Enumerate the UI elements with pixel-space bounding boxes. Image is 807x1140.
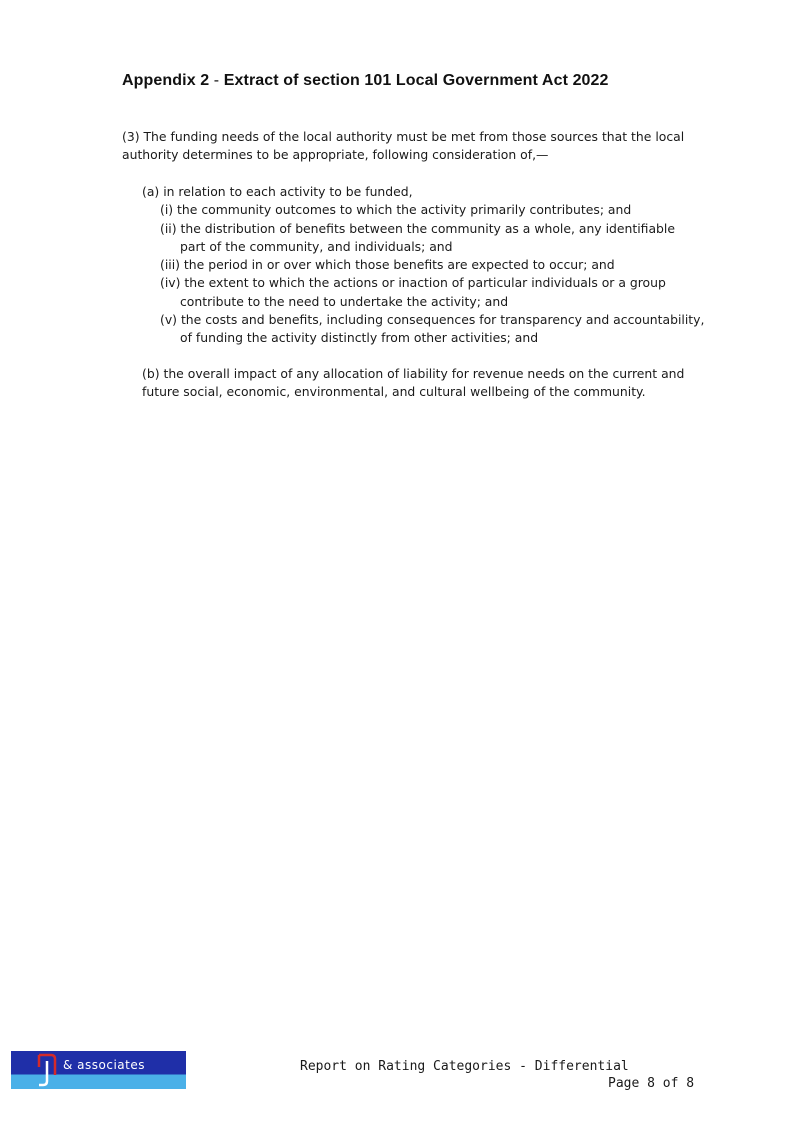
logo-text: & associates (63, 1058, 145, 1072)
clause-a-item-iii: (iii) the period in or over which those benefits are expected to occur; and (160, 257, 615, 273)
clause-a-item-v: (v) the costs and benefits, including consequences for transparency and accountability, (160, 312, 705, 328)
clause-b-line-1: (b) the overall impact of any allocation of liability for revenue needs on the current and (142, 366, 685, 381)
clause-b (142, 365, 684, 402)
clause-b-line-2: future social, economic, environmental, and cultural wellbeing of the community. (142, 384, 646, 400)
clause-a-item-ii: (ii) the distribution of benefits between the community as a whole, any identifiable (160, 220, 675, 236)
clause-a-intro: (a) in relation to each activity to be funded, (142, 184, 413, 199)
clause-a-item-i: (i) the community outcomes to which the activity primarily contributes; and (160, 202, 632, 218)
section-3-paragraph (122, 128, 684, 165)
clause-a-item-iv-cont: contribute to the need to undertake the activity; and (180, 293, 509, 309)
fj-logo-icon (37, 1053, 57, 1087)
clause-a-item-iv: (iv) the extent to which the actions or inaction of particular individuals or a group (160, 275, 666, 291)
clause-a-item-v-cont: of funding the activity distinctly from other activities; and (180, 330, 539, 346)
section-3-line-2: authority determines to be appropriate, following consideration of,— (122, 147, 549, 163)
section-3-line-1: (3) The funding needs of the local authority must be met from those sources that the local (122, 129, 685, 144)
heading-prefix: Appendix 2 (122, 72, 210, 89)
clause-a-item-ii-cont: part of the community, and individuals; and (180, 238, 453, 254)
report-title: Report on Rating Categories - Differential (300, 1059, 629, 1074)
company-logo (11, 1051, 186, 1089)
heading-dash: - (213, 72, 220, 89)
page-number: Page 8 of 8 (608, 1076, 695, 1091)
page-heading (122, 72, 609, 90)
heading-title: Extract of section 101 Local Government Act 2022 (223, 72, 609, 89)
clause-a (142, 183, 704, 348)
